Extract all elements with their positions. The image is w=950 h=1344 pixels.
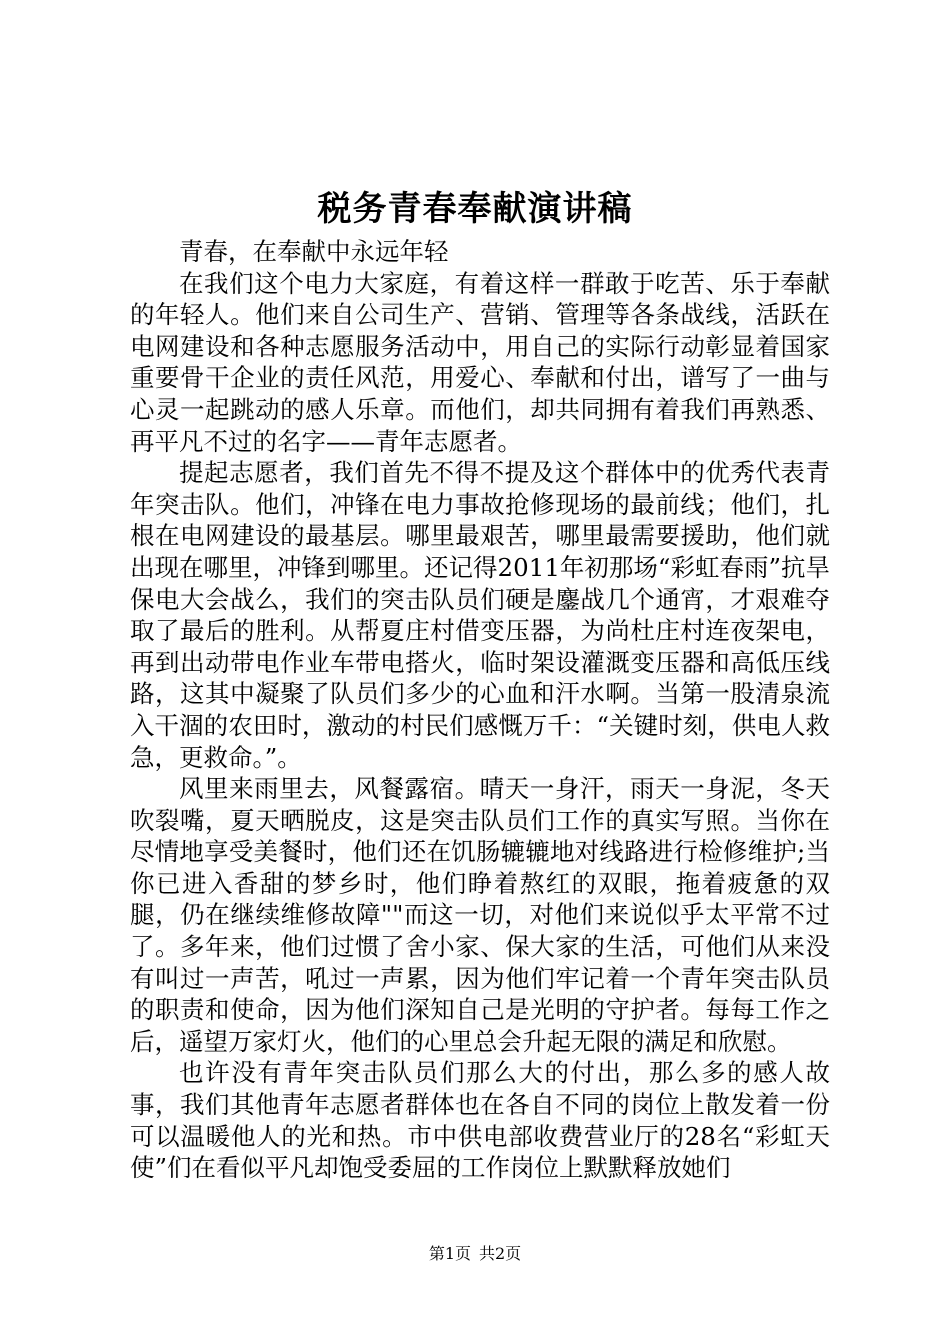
body-paragraph: 提起志愿者，我们首先不得不提及这个群体中的优秀代表青年突击队。他们，冲锋在电力事故抢修现场的最前线；他们，扎根在电网建设的最基层。哪里最艰苦，哪里最需要援助，他们就出现在哪里，冲锋到哪里。还记得2011年初那场“彩虹春雨”抗旱保电大会战么，我们的突击队员们硬是鏖战几个通宵，才艰难夺取了最后的胜利。从帮夏庄村借变压器，为尚杜庄村连夜架电，再到出动带电作业车带电搭火，临时架设灌溉变压器和高低压线路，这其中凝聚了队员们多少的心血和汗水啊。当第一股清泉流入干涸的农田时，激动的村民们感慨万千：“关键时刻，供电人救急，更救命。”。: [130, 458, 830, 772]
document-title: 税务青春奉献演讲稿: [317, 189, 633, 229]
page-total: 共2页: [479, 1244, 522, 1263]
subtitle-paragraph: 青春，在奉献中永远年轻: [179, 237, 449, 266]
page-number: 第1页: [428, 1244, 471, 1263]
document-body: [130, 236, 830, 1184]
body-paragraph: 风里来雨里去，风餐露宿。晴天一身汗，雨天一身泥，冬天吹裂嘴，夏天晒脱皮，这是突击队员们工作的真实写照。当你在尽情地享受美餐时，他们还在饥肠辘辘地对线路进行检修维护;当你已进入香甜的梦乡时，他们睁着熬红的双眼，拖着疲惫的双腿，仍在继续维修故障""而这一切，对他们来说似乎太平常不过了。多年来，他们过惯了舍小家、保大家的生活，可他们从来没有叫过一声苦，吼过一声累，因为他们牢记着一个青年突击队员的职责和使命，因为他们深知自己是光明的守护者。每每工作之后，遥望万家灯火，他们的心里总会升起无限的满足和欣慰。: [130, 774, 830, 1056]
body-paragraph: 也许没有青年突击队员们那么大的付出，那么多的感人故事，我们其他青年志愿者群体也在各自不同的岗位上散发着一份可以温暖他人的光和热。市中供电部收费营业厅的28名“彩虹天使”们在看似平凡却饱受委屈的工作岗位上默默释放她们: [130, 1058, 830, 1183]
body-paragraph: 在我们这个电力大家庭，有着这样一群敢于吃苦、乐于奉献的年轻人。他们来自公司生产、营销、管理等各条战线，活跃在电网建设和各种志愿服务活动中，用自己的实际行动彰显着国家重要骨干企业的责任风范，用爱心、奉献和付出，谱写了一曲与心灵一起跳动的感人乐章。而他们，却共同拥有着我们再熟悉、再平凡不过的名字——青年志愿者。: [130, 268, 830, 456]
page-footer: [0, 1243, 950, 1265]
